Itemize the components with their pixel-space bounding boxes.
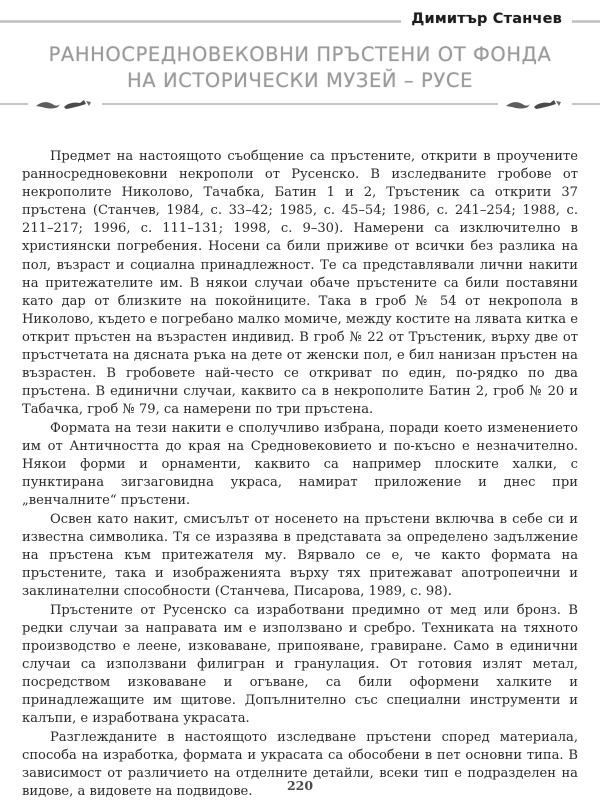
page-title [0,42,600,94]
ornament-rule-center [102,103,498,105]
ornament-dash-right [572,103,600,105]
running-head [0,6,600,32]
page-title-line-2: НА ИСТОРИЧЕСКИ МУЗЕЙ – РУСЕ [127,69,473,92]
article-body [22,148,578,801]
ornament-divider [0,96,600,112]
body-paragraph: Пръстените от Русенско са изработвани предимно от мед или бронз. В редки случаи за направата им е използвано и сребро. Техниката на тяхното производство е леене, изковаване, припояване, гравиране. Само в единични случаи са използвани филигран и гранулация. От готовия излят метал, посредством изковаване и огъване, са били оформени халките и принадлежащите им щитове. Допълнително със специални инструменти и калъпи, е изработвана украсата. [22,602,578,727]
body-paragraph: Формата на тези накити е сполучливо избрана, поради което изменението им от Античността до края на Средновековието и по-късно е незначително. Някои форми и орнаменти, каквито са например плоските халки, с пунктирана зигзаговидна украса, намират приложение и днес при „венчалните“ пръстени. [22,420,578,509]
ornament-dash-left [0,103,28,105]
page-title-line-1: РАННОСРЕДНОВЕКОВНИ ПРЪСТЕНИ ОТ ФОНДА [48,43,552,66]
body-paragraph: Предмет на настоящото съобщение са пръстените, открити в проучените ранносредновековни некрополи от Русенско. В изследваните гробове от некрополите Николово, Тачабка, Батин 1 и 2, Тръстеник са открити 37 пръстена (Станчев, 1984, с. 33–42; 1985, с. 45–54; 1986, с. 241–254; 1988, с. 211–217; 1996, с. 111–131; 1998, с. 9–30). Намерени са изключително в християнски погребения. Носени са били приживе от всички без разлика на пол, възраст и социална принадлежност. Те са представлявали лични накити на притежателите им. В някои случаи обаче пръстените са били поставяни като дар от близките на покойниците. Така в гроб № 54 от некропола в Николово, където е погребано малко момиче, между костите на лявата китка е открит пръстен на възрастен индивид. В гроб № 22 от Тръстеник, върху две от пръстчетата на дясната ръка на дете от женски пол, е бил нанизан пръстен на възрастен. В гробовете най-често се откриват по един, по-рядко по два пръстена. В единични случаи, каквито са в некрополите Батин 2, гроб № 20 и Табачка, гроб № 79, са намерени по три пръстена. [22,149,578,418]
running-head-author: Димитър Станчев [411,11,562,27]
ornament-motif-left-icon [34,97,96,111]
running-head-rule-right [572,20,600,23]
ornament-motif-right-icon [504,97,566,111]
page-number: 220 [286,778,314,793]
body-paragraph: Освен като накит, смисълът от носенето на пръстени включва в себе си и известна символика. Тя се изразява в представата за определено задължение на пръстена към притежателя му. Вярвало се е, че както формата на пръстените, така и изображенията върху тях притежават апотропеични и заклинателни способности (Станчева, Писарова, 1989, с. 98). [22,511,578,600]
body-paragraph: Разглежданите в настоящото изследване пръстени според материала, способа на изработка, формата и украсата са обособени в пет основни типа. В зависимост от различието на отделните детайли, всеки тип е подразделен на видове, а видовете на подвидове. [22,730,578,800]
running-head-rule-left [0,20,401,23]
